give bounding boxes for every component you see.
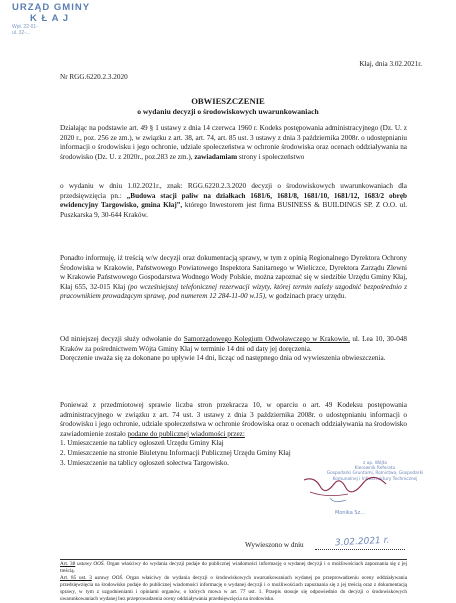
posted-date: 3.02.2021 r. xyxy=(334,535,390,549)
posted-line xyxy=(315,549,405,550)
footnote-art-85: Art. 85 ust. 3 ustawy OOŚ. Organ właściwy do wydania decyzji o środowiskowych uwarunkowaniach wydanej po przeprowadzeniu oceny oddziaływania przedsięwzięcia na środowisko podaje do publicznej wiadomości informację o wydanej decyzji i o możliwościach zapoznania się z jej treścią oraz z dokumentacją sprawy, w tym z uzgodnieniami i opiniami organów, o których mowa w art. 77 ust. 1. Przepis stosuje się odpowiednio do decyzji o środowiskowych uwarunkowaniach wydanej bez przeprowadzenia oceny oddziaływania przedsięwzięcia na środowisko. xyxy=(60,575,408,602)
stamp-office: URZĄD GMINY xyxy=(12,2,91,13)
publication-item: 2. Umieszczenie na stronie Biuletynu Informacji Publicznej Urzędu Gminy Kłaj xyxy=(60,448,291,457)
signature-stamp: z up. Wójta Kierownik Referatu Gospodarki Gruntami, Rolnictwa, Gospodarki Komunalnej i Infrastruktury Technicznej xyxy=(326,461,424,482)
delivery-note: Doręczenie uważa się za dokonane po upływie 14 dni, licząc od następnego dnia od wywieszenia obwieszczenia. xyxy=(60,354,386,363)
stamp-place: K Ł A J xyxy=(30,13,70,24)
document-title: OBWIESZCZENIE xyxy=(191,96,265,106)
footnote-divider xyxy=(60,559,407,560)
signature-name: Monika Sz... xyxy=(335,510,365,516)
posted-label: Wywieszono w dniu xyxy=(245,541,304,549)
place-date: Kłaj, dnia 3.02.2021r. xyxy=(359,60,422,68)
handwritten-signature xyxy=(290,472,400,512)
legal-basis-paragraph: Działając na podstawie art. 49 § 1 ustawy z dnia 14 czerwca 1960 r. Kodeks postępowania administracyjnego (Dz. U. z 2020 r., poz. 256 ze zm.), w związku z art. 38, art. 74, art. 85 ust. 3 ustawy z dnia 3 października 2008r. o udostępnianiu informacji o środowisku i jego ochronie, udziale społeczeństwa w ochronie środowiska oraz ocenach oddziaływania na środowisko (Dz. U. z 2020r., poz.283 ze zm.), zawiadamiam strony i społeczeństwo xyxy=(60,124,407,161)
publication-item: 3. Umieszczenie na tablicy ogłoszeń sołectwa Targowisko. xyxy=(60,458,229,467)
reference-number: Nr RGG.6220.2.3.2020 xyxy=(60,73,128,81)
stamp-line-2: ul. 32-... xyxy=(12,30,31,36)
registry-stamp xyxy=(12,2,104,36)
publication-item: 1. Umieszczenie na tablicy ogłoszeń Urzędu Gminy Kłaj xyxy=(60,439,224,448)
footnote-art-38: Art. 38 ustawy OOŚ. Organ właściwy do wydania decyzji podaje do publicznej wiadomości informację o wydanej decyzji i o możliwościach zapoznania się z jej treścią. xyxy=(60,561,408,574)
document-subtitle: o wydaniu decyzji o środowiskowych uwarunkowaniach xyxy=(137,107,319,116)
information-paragraph: Ponadto informuję, iż treścią w/w decyzji oraz dokumentacją sprawy, w tym z opinią Regionalnego Dyrektora Ochrony Środowiska w Krakowie, Państwowego Powiatowego Inspektora Sanitarnego w Wieliczce, Dyrektora Zarządu Zlewni w Krakowie Państwowego Gospodarstwa Wodnego Wody Polskie, można zapoznać się w siedzibie Urzędu Gminy Kłaj, Kłaj 655, 32-015 Kłaj (po wcześniejszej telefonicznej rezerwacji wizyty, której termin należy uzgodnić bezpośrednio z pracownikiem prowadzącym sprawę, pod numerem 12 284-11-00 w.15), w godzinach pracy urzędu. xyxy=(60,254,407,301)
publication-paragraph: Ponieważ z przedmiotowej sprawie liczba stron przekracza 10, w oparciu o art. 49 Kodeksu postępowania administracyjnego w związku z art. 74 ust. 3 ustawy z dnia 3 października 2008r. o udostępnianiu informacji o środowisku i jego ochronie, udziale społeczeństwa w ochronie środowiska oraz o ocenach oddziaływania na środowisko zawiadomienie zostało podane do publicznej wiadomości przez: 1. Umieszczenie na tablicy ogłoszeń Urzędu Gminy Kłaj 2. Umieszczenie na stronie Biuletynu Informacji Publicznej Urzędu Gminy Kłaj 3. Umieszczenie na tablicy ogłoszeń sołectwa Targowisko. xyxy=(60,401,407,467)
stamp-line-1: Wpł. 22-01- xyxy=(12,24,38,30)
decision-paragraph: o wydaniu w dniu 1.02.2021r., znak: RGG.6220.2.3.2020 decyzji o środowiskowych uwarunkowaniach dla przedsięwzięcia pn.: „Budowa stacji paliw na działkach 1681/6, 1681/8, 1681/10, 1681/12, 1683/2 obręb ewidencyjny Targowisko, gmina Kłaj”, którego Inwestorem jest firma BUSINESS & BUILDINGS SP. Z O.O. ul. Puszkarska 9, 30-644 Kraków. xyxy=(60,182,408,219)
appeal-paragraph: Od niniejszej decyzji służy odwołanie do Samorządowego Kolegium Odwoławczego w Krakowie, ul. Lea 10, 30-048 Kraków za pośrednictwem Wójta Gminy Kłaj w terminie 14 dni od daty jej doręczenia. Doręczenie uważa się za dokonane po upływie 14 dni, licząc od następnego dnia od wywieszenia obwieszczenia. xyxy=(60,335,407,363)
